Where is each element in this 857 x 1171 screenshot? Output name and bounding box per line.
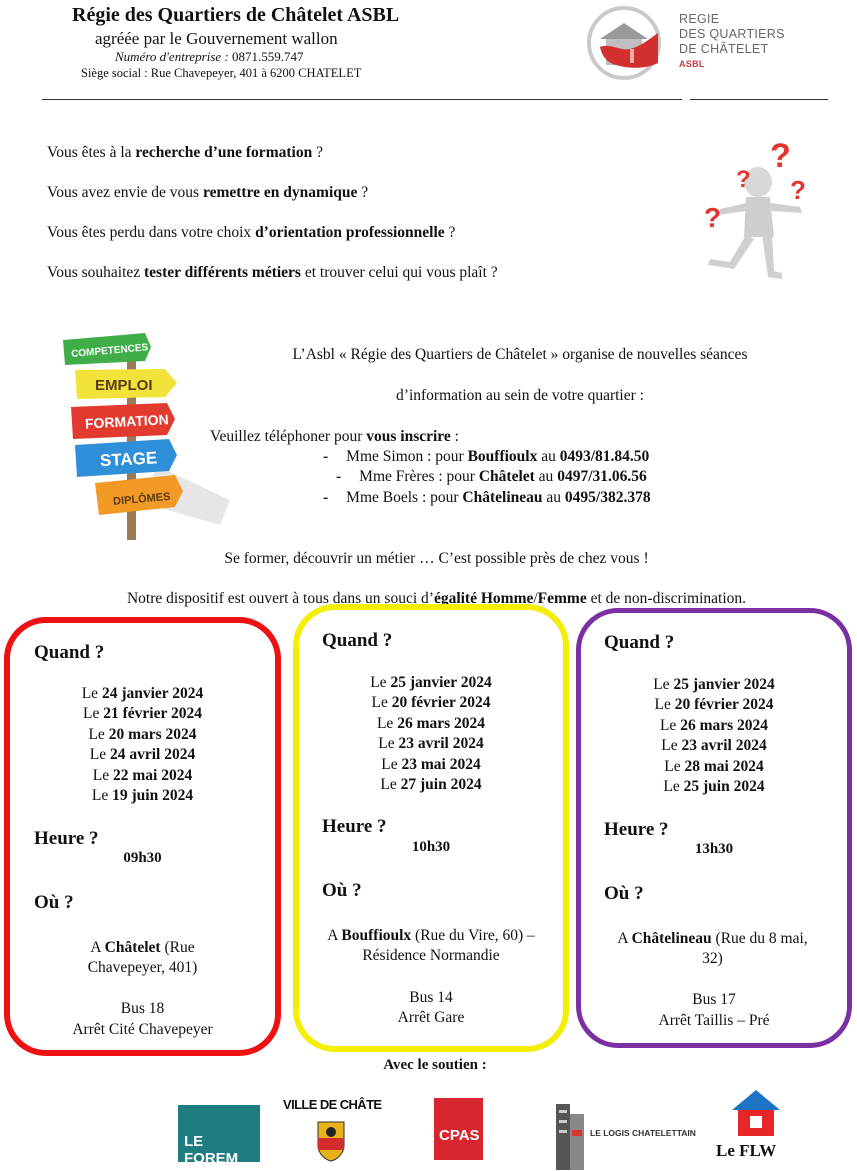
date-list (4, 684, 281, 806)
where-heading: Où ? (604, 883, 644, 904)
phone-intro: Veuillez téléphoner pour vous inscrire : (210, 428, 459, 445)
tagline: Se former, découvrir un métier … C’est possible près de chez vous ! (224, 550, 649, 567)
logo-line: DE CHÂTELET (679, 42, 769, 56)
logis-building-icon (554, 1100, 588, 1170)
signpost-label: EMPLOI (95, 377, 153, 394)
date-item: Le 26 mars 2024 (376, 714, 486, 732)
bus-stop: Arrêt Gare (397, 1009, 465, 1026)
date-item: Le 22 mai 2024 (92, 766, 193, 784)
forem-logo: LE FOREM (178, 1105, 260, 1162)
enterprise-value: 0871.559.747 (232, 49, 304, 64)
org-address: Siège social : Rue Chavepeyer, 401 à 6200 CHATELET (81, 66, 362, 80)
where-heading: Où ? (34, 892, 74, 913)
logis-chatelettain-logo: LE LOGIS CHATELETTAIN (590, 1128, 696, 1138)
date-list (293, 673, 569, 795)
ville-chatelet-logo: VILLE DE CHÂTE (283, 1097, 382, 1112)
contact-row: - Mme Simon : pour Bouffioulx au 0493/81.84.50 (323, 448, 650, 465)
date-item: Le 24 janvier 2024 (81, 685, 204, 702)
date-item: Le 20 février 2024 (371, 694, 491, 712)
bus-line: Bus 17 (692, 991, 736, 1008)
coat-of-arms-icon (316, 1120, 346, 1162)
date-item: Le 26 mars 2024 (659, 716, 769, 734)
logo-text (679, 12, 785, 72)
hour-heading: Heure ? (322, 816, 387, 837)
session-place: A Châtelet (Rue Chavepeyer, 401) (87, 939, 198, 977)
date-item: Le 25 juin 2024 (663, 778, 765, 796)
enterprise-label: Numéro d'entreprise : (115, 49, 229, 64)
date-item: Le 20 février 2024 (654, 696, 774, 714)
date-item: Le 20 mars 2024 (88, 725, 197, 743)
flw-house-icon (730, 1088, 782, 1138)
org-approval: agréée par le Gouvernement wallon (95, 29, 338, 48)
intro-line: L’Asbl « Régie des Quartiers de Châtelet » organise de nouvelles séances (292, 346, 748, 363)
thinking-figure-image (690, 127, 820, 287)
bus-line: Bus 14 (409, 989, 453, 1006)
svg-text:?: ? (704, 202, 722, 233)
when-heading: Quand ? (322, 630, 393, 651)
date-item: Le 23 mai 2024 (381, 755, 481, 773)
svg-text:?: ? (790, 175, 806, 205)
date-item: Le 23 avril 2024 (378, 735, 484, 753)
when-heading: Quand ? (604, 632, 675, 653)
intro-line: d’information au sein de votre quartier : (396, 387, 644, 404)
logo-line: ASBL (679, 59, 705, 69)
date-item: Le 19 juin 2024 (91, 787, 194, 805)
session-time: 13h30 (694, 841, 734, 857)
logo-line: REGIE (679, 12, 720, 26)
date-item: Le 25 janvier 2024 (370, 674, 492, 691)
contact-row: - Mme Boels : pour Châtelineau au 0495/382.378 (323, 489, 651, 506)
signpost-label: FORMATION (84, 411, 170, 432)
logo-line: DES QUARTIERS (679, 27, 785, 41)
date-list (576, 675, 852, 797)
enterprise-number (115, 49, 304, 65)
date-item: Le 25 janvier 2024 (653, 676, 775, 693)
date-item: Le 27 juin 2024 (380, 776, 482, 794)
question: Vous êtes perdu dans votre choix d’orientation professionnelle ? (47, 224, 456, 241)
where-heading: Où ? (322, 880, 362, 901)
equality-statement: Notre dispositif est ouvert à tous dans un souci d’égalité Homme/Femme et de non-discrimination. (126, 590, 747, 607)
cpas-logo: CPAS (434, 1098, 483, 1160)
signpost-label: STAGE (99, 448, 158, 471)
date-item: Le 28 mai 2024 (664, 757, 764, 775)
session-place: A Bouffioulx (Rue du Vire, 60) – Résidence Normandie (327, 927, 535, 965)
svg-text:?: ? (736, 166, 751, 193)
bus-line: Bus 18 (120, 1000, 165, 1017)
header-divider (690, 99, 828, 100)
date-item: Le 24 avril 2024 (89, 746, 196, 764)
question: Vous souhaitez tester différents métiers et trouver celui qui vous plaît ? (47, 264, 498, 281)
question: Vous avez envie de vous remettre en dynamique ? (47, 184, 369, 201)
date-item: Le 21 février 2024 (83, 705, 202, 723)
date-item: Le 23 avril 2024 (661, 737, 767, 755)
signpost-label: COMPETENCES (70, 342, 149, 360)
flw-logo: Le FLW (716, 1141, 777, 1160)
bus-stop: Arrêt Cité Chavepeyer (72, 1021, 213, 1038)
when-heading: Quand ? (34, 642, 105, 663)
signpost-label: DIPLÔMES (112, 490, 171, 508)
hour-heading: Heure ? (604, 819, 669, 840)
bus-stop: Arrêt Taillis – Pré (658, 1012, 770, 1029)
org-name: Régie des Quartiers de Châtelet ASBL (72, 4, 400, 26)
svg-text:?: ? (770, 137, 791, 175)
session-time: 10h30 (411, 839, 451, 855)
session-time: 09h30 (123, 850, 162, 866)
signpost-labels (55, 325, 235, 545)
header-divider (42, 99, 682, 100)
hour-heading: Heure ? (34, 828, 99, 849)
contact-row: - Mme Frères : pour Châtelet au 0497/31.06.56 (336, 468, 647, 485)
question: Vous êtes à la recherche d’une formation ? (47, 144, 323, 161)
support-label: Avec le soutien : (383, 1057, 487, 1073)
session-place: A Châtelineau (Rue du 8 mai, 32) (617, 930, 808, 968)
